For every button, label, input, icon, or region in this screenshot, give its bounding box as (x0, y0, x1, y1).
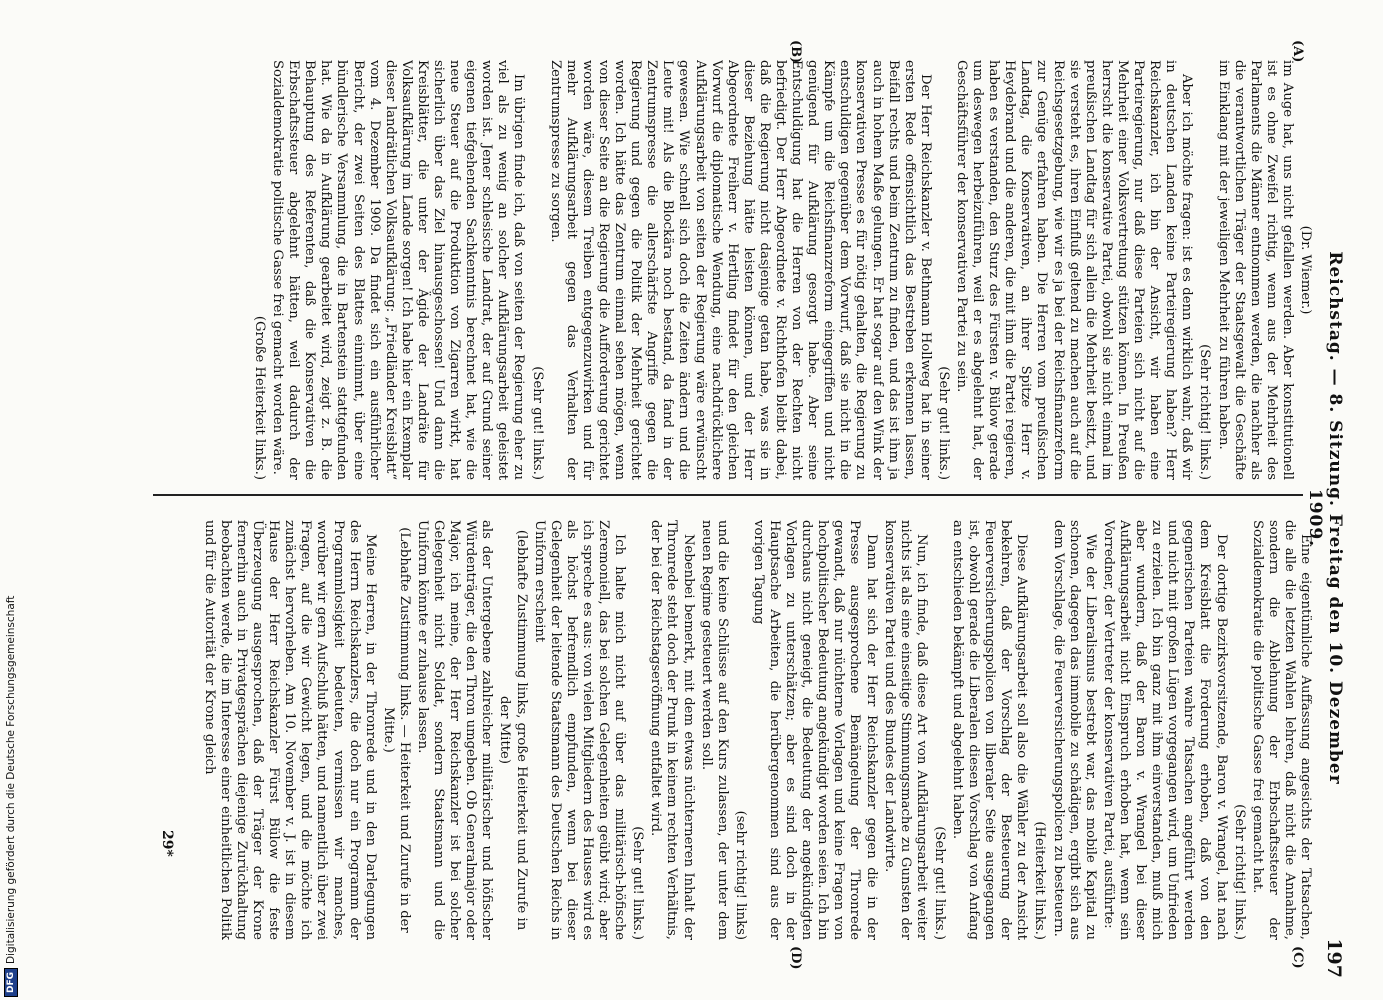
left-column (63, 60, 1313, 480)
paragraph: und die keine Schlüsse auf den Kurs zulassen, der unter dem neuen Regime gesteuert werden soll. (698, 520, 730, 940)
interjection: (Sehr richtig! links.) (1231, 804, 1247, 940)
page-number: 197 (1323, 938, 1345, 978)
column-divider (153, 494, 1303, 496)
paragraph: Nun, ich finde, daß diese Art von Aufklärungsarbeit weiter nichts ist als eine einseitige Stimmungsmache zu Gunsten der konservativen Partei und des Bundes der Landwirte. (881, 520, 929, 940)
interjection: (Sehr gut! links.) (630, 826, 646, 940)
funding-credit (4, 596, 18, 997)
paragraph: Dann hat sich der Herr Reichskanzler gegen die in der Presse ausgesprochene Bemängelung der Thronrede gewandt, daß nur nüchterne Vorlagen und keine Fragen von hochpolitischer Bedeutung angekündigt worden seien. Ich bin durchaus nicht geneigt, die Bedeutung der angekündigten Vorlagen zu unterschätzen; aber es sind doch in der Hauptsache Arbeiten, die herübergenommen sind aus der vorigen Tagung (750, 520, 879, 940)
interjection: (sehr richtig! links) (732, 810, 748, 940)
paragraph: Der dortige Bezirksvorsitzende, Baron v. Wrangel, hat nach dem Kreisblatt die Forderung erhoben, daß von den gegnerischen Parteien wahre Tatsachen angeführt werden und nicht mit großen Lügen vorgegangen wird, um Unfrieden zu erzielen. Ich bin ganz mit ihm einverstanden, muß mich aber wundern, daß der Baron v. Wrangel bei dieser Aufklärungsarbeit nicht Einspruch erhoben hat, wenn sein Vorredner, der Vertreter der konservativen Partei, ausführte: (1100, 520, 1229, 940)
interjection: (Heiterkeit links.) (1032, 821, 1048, 940)
interjection: (Sehr richtig! links.) (1197, 344, 1213, 480)
interjection: (Lebhafte Zustimmung links. — Heiterkeit und Zurufe in der Mitte.) (380, 527, 412, 933)
margin-marker-b: (B) (788, 40, 803, 64)
running-head: Reichstag. — 8. Sitzung. Freitag den 10. Dezember 1909. (1305, 251, 1345, 785)
paragraph: Aber ich möchte fragen: ist es denn wirklich wahr, daß wir in deutschen Landen keine Parteiregierung haben? Herr Reichskanzler, ich bin der Ansicht, wir haben eine Parteiregierung, nur daß diese Parteien sich nicht auf die Mehrheit einer Volksvertretung stützen können. In Preußen herrscht die konservative Partei, obwohl sie nicht einmal im preußischen Landtag für sich allein die Mehrheit besitzt, und sie versteht es, ihren Einfluß geltend zu machen auch auf die Reichsgesetzgebung, wie wir es ja bei der Reichsfinanzreform zur Genüge erfahren haben. Die Herren vom preußischen Landtag, die Konservativen, an ihrer Spitze Herr v. Heydebrand und die anderen, die mit ihm die Partei regieren, haben es verstanden, den Sturz des Fürsten v. Bülow gerade um deswegen herbeizuführen, weil er es abgelehnt hat, der Geschäftsführer der konservativen Partei zu sein. (954, 60, 1195, 480)
paragraph: Ich halte mich nicht auf über das militärisch-höfische Zeremoniell, das bei solchen Gelegenheiten geübt wird; aber ich spreche es aus: von vielen Mitgliedern des Hauses wird es als höchst befremdlich empfunden, wenn bei dieser Gelegenheit der leitende Staatsmann des Deutschen Reichs in Uniform erscheint (531, 520, 628, 940)
interjection: (Sehr gut! links.) (931, 826, 947, 940)
right-column (63, 520, 1313, 940)
paragraph: Eine eigentümliche Auffassung angesichts der Tatsachen, die alle die letzten Wahlen lehren, daß nicht die Annahme, sondern die Ablehnung der Erbschaftssteuer der Sozialdemokratie die politische Gasse frei gemacht hat. (1249, 520, 1313, 940)
paragraph: Der Herr Reichskanzler v. Bethmann Hollweg hat in seiner ersten Rede offensichtlich das Bestreben erkennen lassen, Beifall rechts und beim Zentrum zu finden, und das ist ihm ja auch in hohem Maße gelungen. Er hat sogar auf den Wink der konservativen Presse es für nötig gehalten, die Regierung zu entschuldigen gegenüber dem Vorwurf, daß sie nicht in die Kämpfe um die Reichsfinanzreform eingegriffen und nicht genügend für Aufklärung gesorgt habe. Aber seine Entschuldigung hat die Herren von der Rechten nicht befriedigt. Der Herr Abgeordnete v. Richthofen bleibt dabei, daß die Regierung nicht dasjenige getan habe, was sie in dieser Beziehung hätte leisten können, und der Herr Abgeordnete Freiherr v. Hertling findet für den gleichen Vorwurf die diplomatische Wendung, eine nachdrücklichere Aufklärungsarbeit von seiten der Regierung wäre erwünscht gewesen. Wie schnell sich doch die Zeiten ändern und die Leute mit! Als die Blockära noch bestand, da fand in der Zentrumspresse die allerschärfste Angriffe gegen die Regierung und gegen die Politik der Mehrheit gerichtet worden. Ich hätte das Zentrum einmal sehen mögen, wenn von dieser Seite an die Regierung die Aufforderung gerichtet worden wäre, diesem Treiben entgegenzuwirken und für mehr Aufklärungsarbeit gegen das Verhalten der Zentrumspresse zu sorgen. (547, 60, 933, 480)
interjection: (Sehr gut! links.) (935, 366, 951, 480)
dfg-logo: DFG (4, 968, 18, 997)
signature-mark: 29* (159, 830, 175, 857)
margin-marker-a: (A) (1290, 40, 1305, 63)
quotation: Wie der Liberalismus bestrebt war, das mobile Kapital zu schonen, dagegen das immobile zu schädigen, ergibt sich aus dem Vorschlage, die Feuerversicherungspolicen zu besteuern. (1050, 520, 1098, 940)
speaker-name: (Dr. Wiemer.) (1298, 225, 1313, 315)
paragraph: als der Untergebene zahlreicher militärischer und höfischer Würdenträger, die den Thron umgeben. Ob Generalmajor oder Major, ich meine, der Herr Reichskanzler ist bei solcher Gelegenheit nicht Soldat, sondern Staatsmann und die Uniform könnte er zuhause lassen. (415, 520, 495, 940)
paragraph: Diese Aufklärungsarbeit soll also die Wähler zu der Ansicht bekehren, daß der Vorschlag der Besteuerung der Feuerversicherungspolicen von liberaler Seite ausgegangen ist, obwohl gerade die Liberalen diesen Vorschlag von Anfang an entschieden bekämpft und abgelehnt haben. (950, 520, 1030, 940)
interjection: (Sehr gut! links.) (529, 366, 545, 480)
interjection: (lebhafte Zustimmung links, große Heiterkeit und Zurufe in der Mitte) (497, 529, 529, 931)
paragraph: Meine Herren, in der Thronrede und in den Darlegungen des Herrn Reichskanzlers, die doch nur ein Programm der Programmlosigkeit bedeuten, vermissen wir manches, worüber wir gern Aufschluß hätten, und namentlich über zwei Fragen, auf die wir Gewicht legen, und die möchte ich zunächst hervorheben. Am 10. November v. J. ist in diesem Hause der Herr Reichskanzler Fürst Bülow die feste Überzeugung ausgesprochen, daß der Träger der Krone fernerhin auch in Privatgesprächen diejenige Zurückhaltung beobachten werde, die im Interesse einer einheitlichen Politik und für die Autorität der Krone gleich (201, 520, 378, 940)
paragraph: Nebenbei bemerkt, mit dem etwas nüchterneren Inhalt der Thronrede steht doch der Prunk in keinem rechten Verhältnis, der bei der Reichstagseröffnung entfaltet wird. (648, 520, 696, 940)
funding-credit-text: Digitalisierung gefördert durch die Deutsche Forschungsgemeinschaft (5, 595, 17, 964)
paragraph: Im übrigen finde ich, daß von seiten der Regierung eher zu viel als zu wenig an solcher Aufklärungsarbeit geleistet worden ist. Jener schlesische Landrat, der auf Grund seiner eigenen tiefgehenden Sachkenntnis berechnet hat, wie die neue Steuer auf die Produktion von Zigarren wirkt, hat sicherlich über das Ziel hinausgeschossen! Und dann die Kreisblätter, die unter der Ägide der Landräte für Volksaufklärung im Lande sorgen! Ich habe hier ein Exemplar dieser landrätlichen Volksaufklärung: „Friedländer Kreisblatt“ vom 4. Dezember 1909. Da findet sich ein ausführlicher Bericht, der zwei Seiten des Blattes einnimmt, über eine bündlerische Versammlung, die in Bartenstein stattgefunden hat. Wie da in Aufklärung gearbeitet wird, zeigt z. B. die Behauptung des Referenten, daß die Konservativen die Erbschaftssteuer abgelehnt hätten, weil dadurch der Sozialdemokratie politische Gasse frei gemacht worden wäre. (270, 60, 527, 480)
margin-marker-d: (D) (788, 946, 803, 970)
interjection: (Große Heiterkeit links.) (252, 315, 267, 480)
margin-marker-c: (C) (1290, 946, 1305, 969)
paragraph: im Auge hat, uns nicht gefallen werden. Aber konstitutionell ist es ohne Zweifel richtig, wenn aus der Mehrheit des Parlaments die Männer entnommen werden, die nachher als die verantwortlichen Träger der Staatsgewalt die Geschäfte im Einklang mit der jeweiligen Mehrheit zu führen haben. (1215, 60, 1295, 480)
